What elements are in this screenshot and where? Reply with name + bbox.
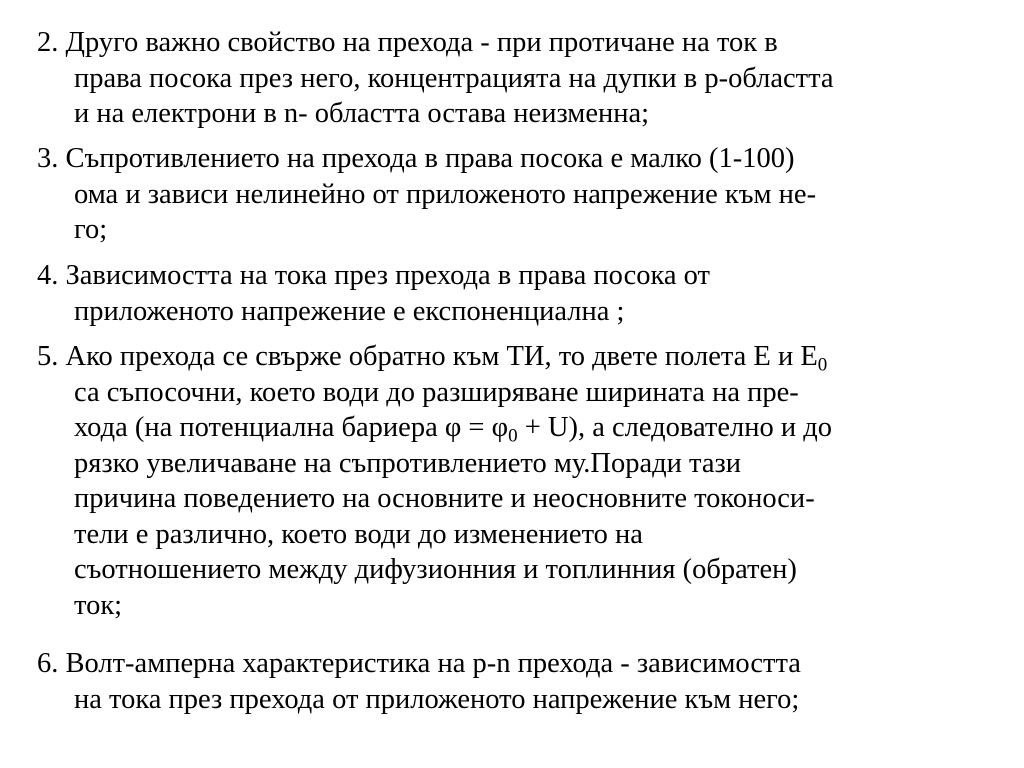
item-5-line-7: съотношението между дифузионния и топлинния (обратен): [74, 554, 797, 585]
list-item-3: [37, 141, 997, 248]
item-3-line-2: ома и зависи нелинейно от приложеното напрежение към не-: [74, 178, 817, 210]
item-5-line-2: са съпосочни, което води до разширяване ширината на пре-: [74, 376, 799, 408]
list-item-4: [37, 258, 997, 329]
item-3-line-3: го;: [74, 214, 108, 245]
item-2-line-1: 2. Друго важно свойство на прехода - при протичане на ток в: [37, 27, 778, 58]
item-2-line-3: и на електрони в n- областта остава неизменна;: [74, 98, 650, 129]
item-6-line-1: 6. Волт-амперна характеристика на p-n прехода - зависимостта: [37, 648, 801, 679]
item-5-line-1-text: 5. Ако прехода се свърже обратно към ТИ, то двете полета Е и Е: [37, 341, 818, 372]
item-5-line-8: ток;: [74, 589, 123, 621]
item-2-line-2: права посока през него, концентрацията на дупки в p-областта: [74, 62, 834, 94]
item-5-line-3: [37, 410, 997, 446]
list-item-5: [37, 339, 997, 623]
item-5-line-3-part-b: + U), а следователно и до: [517, 412, 832, 443]
item-5-line-5: причина поведението на основните и неосновните токоноси-: [74, 483, 815, 514]
item-5-line-1: [37, 339, 997, 375]
item-5-subscript-phi0: 0: [508, 425, 518, 447]
item-5-subscript-e0: 0: [817, 354, 828, 376]
item-4-line-2: приложеното напрежение е експоненциална ;: [74, 295, 625, 327]
item-3-line-1: 3. Съпротивлението на прехода в права посока е малко (1-100): [37, 143, 795, 174]
item-5-line-6: тели е различно, което води до изменението на: [74, 518, 643, 550]
item-5-line-4: рязко увеличаване на съпротивлението му.Поради тази: [74, 447, 741, 479]
list-item-2: [37, 25, 997, 132]
list-item-6: [37, 646, 997, 717]
item-5-line-3-part-a: хода (на потенциална бариера φ = φ: [74, 412, 509, 443]
item-6-line-2: на тока през прехода от приложеното напрежение към него;: [74, 683, 800, 715]
item-4-line-1: 4. Зависимостта на тока през прехода в права посока от: [37, 260, 711, 291]
